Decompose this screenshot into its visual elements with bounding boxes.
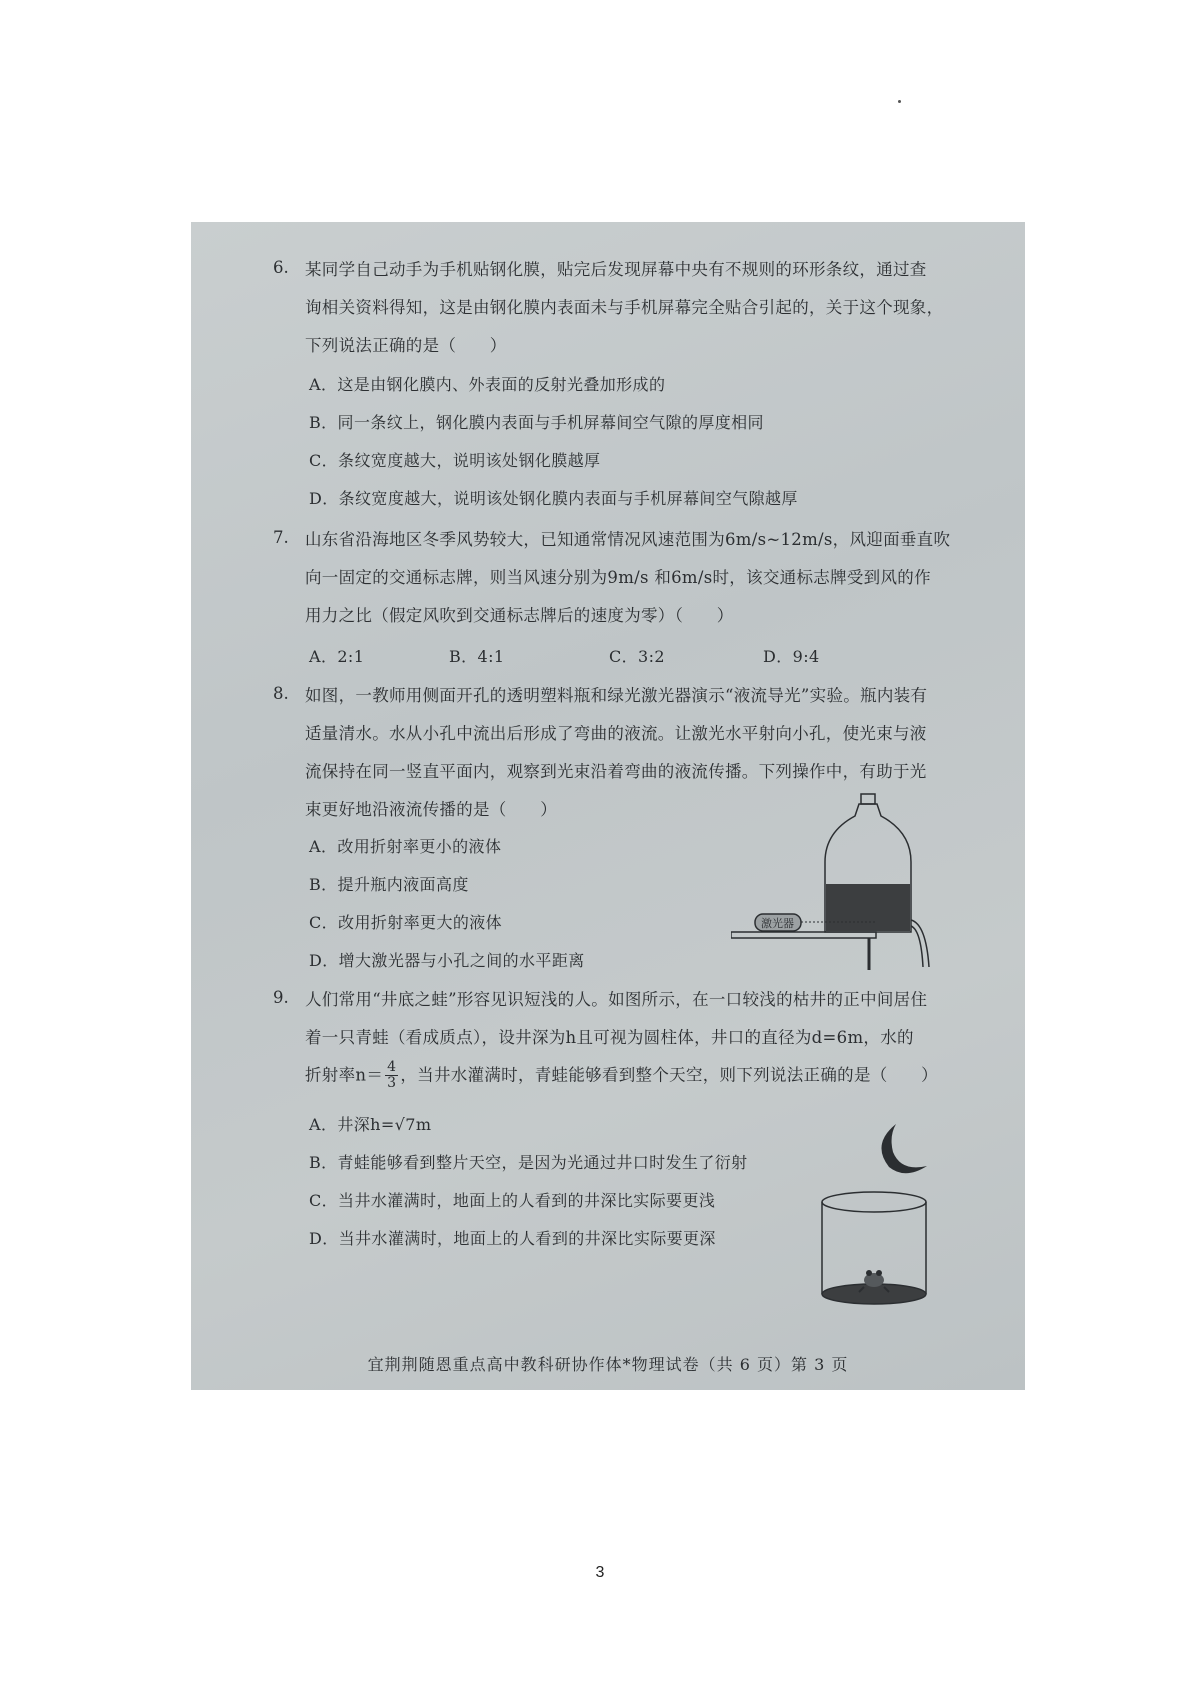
q9-line-1: 人们常用“井底之蛙”形容见识短浅的人。如图所示，在一口较浅的枯井的正中间居住: [305, 990, 928, 1009]
q9-well-frog-figure: [801, 1122, 951, 1312]
q7-number: 7.: [273, 528, 289, 547]
q9-option-b: B．青蛙能够看到整片天空，是因为光通过井口时发生了衍射: [309, 1153, 748, 1172]
q9-line-3-suffix: ，当井水灌满时，青蛙能够看到整个天空，则下列说法正确的是（ ）: [400, 1065, 938, 1085]
stray-dot: [898, 100, 901, 103]
q8-laser-label: 激光器: [761, 917, 794, 930]
q9-number: 9.: [273, 988, 289, 1007]
refractive-index-fraction: [385, 1060, 398, 1092]
q8-option-a: A．改用折射率更小的液体: [309, 837, 502, 856]
q8-line-4: 束更好地沿液流传播的是（ ）: [305, 800, 557, 819]
q6-line-3: 下列说法正确的是（ ）: [305, 336, 507, 355]
q8-line-2: 适量清水。水从小孔中流出后形成了弯曲的液流。让激光水平射向小孔，使光束与液: [305, 724, 927, 743]
q7-line-2: 向一固定的交通标志牌，则当风速分别为9m/s 和6m/s时，该交通标志牌受到风的作: [305, 568, 931, 587]
q7-option-b: B．4:1: [449, 647, 505, 666]
q8-line-3: 流保持在同一竖直平面内，观察到光束沿着弯曲的液流传播。下列操作中，有助于光: [305, 762, 927, 781]
q9-line-3-prefix: 折射率n＝: [305, 1065, 384, 1085]
q9-line-2: 着一只青蛙（看成质点），设井深为h且可视为圆柱体，井口的直径为d=6m，水的: [305, 1028, 914, 1047]
q7-option-a: A．2:1: [309, 647, 365, 666]
q6-option-a: A．这是由钢化膜内、外表面的反射光叠加形成的: [309, 375, 666, 394]
fraction-denominator: 3: [387, 1075, 397, 1092]
q8-line-1: 如图，一教师用侧面开孔的透明塑料瓶和绿光激光器演示“液流导光”实验。瓶内装有: [305, 686, 928, 705]
q6-line-2: 询相关资料得知，这是由钢化膜内表面未与手机屏幕完全贴合引起的，关于这个现象，: [305, 298, 944, 317]
scanned-exam-page: [191, 222, 1025, 1390]
fraction-numerator: 4: [387, 1059, 397, 1075]
q6-number: 6.: [273, 258, 289, 277]
q8-option-b: B．提升瓶内液面高度: [309, 875, 469, 894]
q8-option-c: C．改用折射率更大的液体: [309, 913, 503, 932]
q9-option-a: A．井深h=√7m: [309, 1115, 432, 1134]
q9-option-c: C．当井水灌满时，地面上的人看到的井深比实际要更浅: [309, 1191, 716, 1210]
q7-option-c: C．3:2: [609, 647, 665, 666]
q6-option-c: C．条纹宽度越大，说明该处钢化膜越厚: [309, 451, 601, 470]
q8-option-d: D．增大激光器与小孔之间的水平距离: [309, 951, 585, 970]
q6-line-1: 某同学自己动手为手机贴钢化膜，贴完后发现屏幕中央有不规则的环形条纹，通过查: [305, 260, 927, 279]
q7-line-1: 山东省沿海地区冬季风势较大，已知通常情况风速范围为6m/s~12m/s，风迎面垂直吹: [305, 530, 951, 549]
q8-bottle-laser-figure: [731, 792, 931, 972]
q6-option-d: D．条纹宽度越大，说明该处钢化膜内表面与手机屏幕间空气隙越厚: [309, 489, 798, 508]
q8-number: 8.: [273, 684, 289, 703]
q9-line-3: [305, 1060, 938, 1092]
exam-footer: 宜荆荆随恩重点高中教科研协作体*物理试卷（共 6 页）第 3 页: [367, 1355, 849, 1374]
q7-line-3: 用力之比（假定风吹到交通标志牌后的速度为零）（ ）: [305, 606, 734, 625]
q7-option-d: D．9:4: [763, 647, 820, 666]
q9-option-d: D．当井水灌满时，地面上的人看到的井深比实际要更深: [309, 1229, 716, 1248]
q6-option-b: B．同一条纹上，钢化膜内表面与手机屏幕间空气隙的厚度相同: [309, 413, 764, 432]
moon-icon: [881, 1124, 927, 1173]
page-number: 3: [595, 1564, 605, 1581]
